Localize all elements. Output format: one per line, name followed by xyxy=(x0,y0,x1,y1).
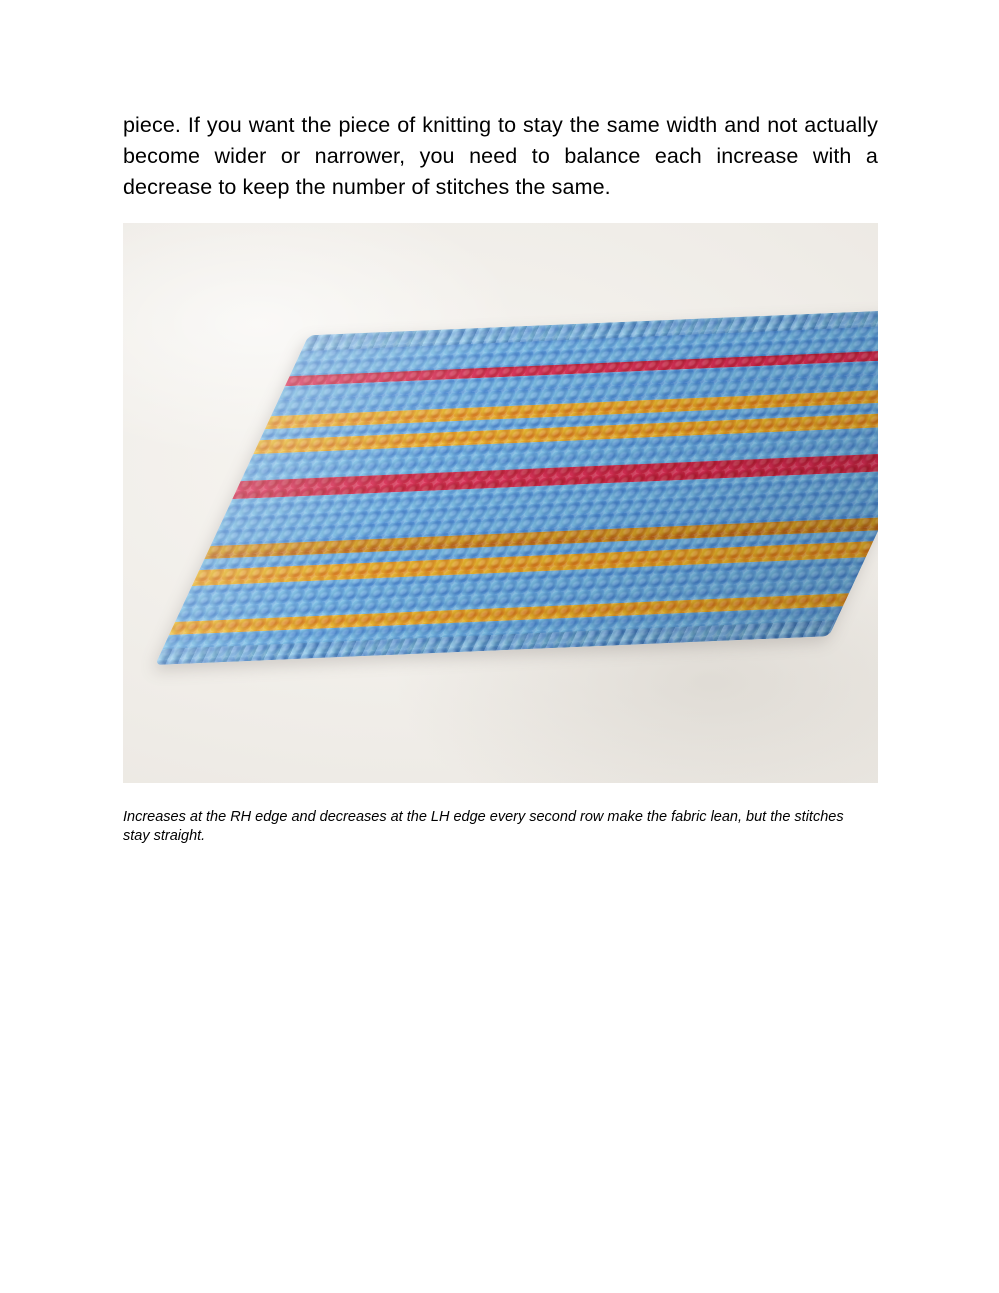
figure-caption: Increases at the RH edge and decreases at the LH edge every second row make the fabric lean, but the stitches stay straight. xyxy=(123,809,844,844)
swatch-composition xyxy=(123,223,878,783)
page-title: piece. If you want the piece of knitting to stay the same width and not actually become wider or narrower, you need to balance each increase with a decrease to keep the number of stitches the same. xyxy=(123,113,878,199)
knitted-striped-swatch-photo xyxy=(123,223,878,783)
knitted-swatch xyxy=(155,307,878,665)
page-content xyxy=(123,110,878,783)
photo-lighting-sheen xyxy=(155,307,878,665)
